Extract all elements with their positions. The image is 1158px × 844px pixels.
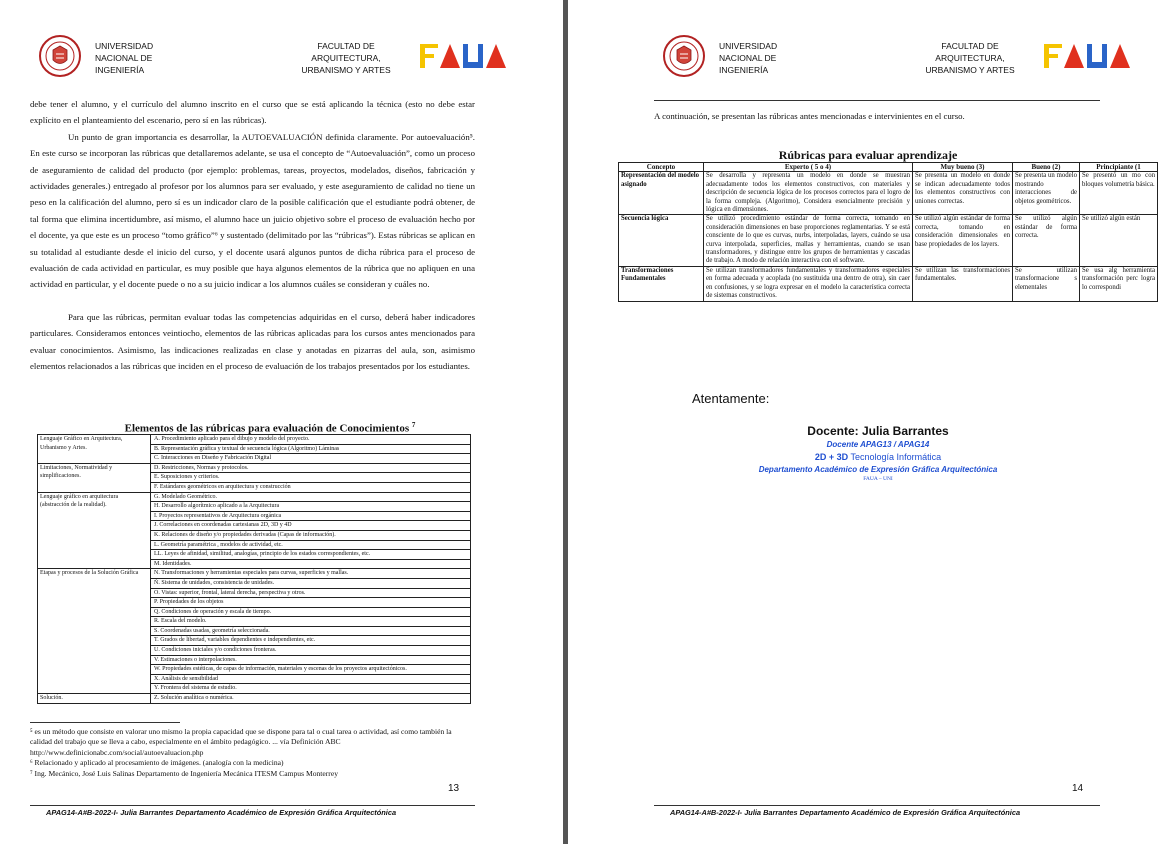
page-number: 13 xyxy=(448,783,460,794)
column-header: Bueno (2) xyxy=(1013,163,1080,172)
element-cell: N. Transformaciones y herramientas especiales para curvas, superficies y mallas. xyxy=(151,569,471,579)
element-cell: Ñ. Sistema de unidades, consistencia de unidades. xyxy=(151,578,471,588)
signature-org: FAUA – UNI xyxy=(863,476,893,482)
element-cell: Y. Frontera del sistema de estudio. xyxy=(151,684,471,694)
element-cell: G. Modelado Geométrico. xyxy=(151,492,471,502)
elements-table-title: Elementos de las rúbricas para evaluación de Conocimientos $^7$ xyxy=(124,421,416,435)
element-cell: W. Propiedades estéticas, de capas de información, materiales y escenas de los proyectos arquitectónicos. xyxy=(151,665,471,675)
element-cell: V. Estimaciones o interpolaciones. xyxy=(151,655,471,665)
element-cell: S. Coordenadas usadas, geometría seleccionada. xyxy=(151,626,471,636)
category-cell: Etapas y procesos de la Solución Gráfica xyxy=(38,569,151,694)
table-row xyxy=(38,463,471,473)
rubric-cell: Se utilizó algún estándar de forma correcta. xyxy=(1013,215,1080,266)
signature-department: Departamento Académico de Expresión Gráfica Arquitectónica xyxy=(758,465,998,474)
element-cell: H. Desarrollo algorítmico aplicado a la Arquitectura xyxy=(151,502,471,512)
table-row xyxy=(619,215,1158,266)
category-cell: Lenguaje Gráfico en Arquitectura, Urbanismo y Artes. xyxy=(38,435,151,464)
category-cell: Lenguaje gráfico en arquitectura (abstracción de la realidad). xyxy=(38,492,151,569)
signature-tech xyxy=(768,452,988,462)
university-name: UNIVERSIDAD NACIONAL DE INGENIERÍA xyxy=(719,41,778,75)
element-cell: M. Identidades. xyxy=(151,559,471,569)
body-text xyxy=(30,96,475,375)
element-cell: Z. Solución analítica o numérica. xyxy=(151,694,471,704)
footnote-separator xyxy=(30,722,180,723)
element-cell: A. Procedimiento aplicado para el dibujo y modelo del proyecto. xyxy=(151,435,471,445)
element-cell: O. Vistas: superior, frontal, lateral derecha, perspectiva y otros. xyxy=(151,588,471,598)
element-cell: T. Grados de libertad, variables dependientes e independientes, etc. xyxy=(151,636,471,646)
table-row xyxy=(619,266,1158,301)
university-seal-icon xyxy=(38,32,82,80)
university-seal-icon xyxy=(662,32,706,80)
elements-table xyxy=(37,434,471,704)
page-13 xyxy=(0,0,563,844)
paragraph-indicators: Para que las rúbricas, permitan evaluar todas las competencias adquiridas en el curso, deberá haber indicadores particulares. Consideramos entonces veintiocho, elementos de las rúbricas aplicadas para los cursos antes mencionados para evaluar conocimientos. Asimismo, las indicaciones realizadas en clase y anotadas en pizarras del aula, son, asimismo elementos relacionados a las rúbricas que inciden en el proceso de evaluación de los trabajos presentados por los estudiantes. xyxy=(30,311,475,372)
faua-logo-icon xyxy=(1044,44,1132,68)
closing-text: Atentamente: xyxy=(692,391,770,406)
concept-cell: Representación del modelo asignado xyxy=(619,172,704,215)
table-row xyxy=(619,172,1158,215)
element-cell: Q. Condiciones de operación y escala de tiempo. xyxy=(151,607,471,617)
table-row xyxy=(38,492,471,502)
footnotes xyxy=(30,727,475,779)
footnote-5: ⁵ es un método que consiste en valorar uno mismo la propia capacidad que se dispone para tal o cual tarea o actividad, así como también la calidad del trabajo que se lleva a cabo, especialmente en el ámbito pedagógico. ... vía Definición ABC http://www.definicionabc.com/social/autoevaluacion.php xyxy=(30,727,452,757)
table-row xyxy=(38,694,471,704)
header-rule xyxy=(654,100,1100,101)
rubric-cell: Se presenta un modelo en donde se indican adecuadamente todos los elementos constructivos con uniones correctas. xyxy=(913,172,1013,215)
element-cell: LL. Leyes de afinidad, similitud, analogías, principio de los estados correspondientes, etc. xyxy=(151,550,471,560)
element-cell: J. Correlaciones en coordenadas cartesianas 2D, 3D y 4D xyxy=(151,521,471,531)
intro-text: A continuación, se presentan las rúbricas antes mencionadas e intervinientes en el curso. xyxy=(654,111,965,121)
rubric-cell: Se utilizó procedimiento estándar de forma correcta, tomando en consideración dimensiones en base proporciones reglamentarias. Y se está consciente de lo que es curvas, nurbs, interpoladas, layers, cuándo se usa curva interpolada, superficies, mallas y herramientas, cuando se usan transformadores, y distingue entre los grupos de herramientas y cascadas de trabajo. A modo de relación interactiva con el software. xyxy=(704,215,913,266)
table-row xyxy=(38,435,471,445)
rubric-cell: Se presenta un modelo mostrando interacciones de objetos geométricos. xyxy=(1013,172,1080,215)
category-cell: Solución. xyxy=(38,694,151,704)
footnote-7: ⁷ Ing. Mecánico, José Luis Salinas Departamento de Ingeniería Mecánica ITESM Campus Monterrey xyxy=(30,768,338,778)
column-header: Concepto xyxy=(619,163,704,172)
element-cell: C. Interacciones en Diseño y Fabricación Digital xyxy=(151,454,471,464)
element-cell: K. Relaciones de diseño y/o propiedades derivadas (Capas de información). xyxy=(151,530,471,540)
category-cell: Limitaciones, Normatividad y simplificaciones. xyxy=(38,463,151,492)
footer-rule xyxy=(654,805,1100,806)
signature-name: Docente: Julia Barrantes xyxy=(807,424,949,438)
page-14 xyxy=(568,0,1155,844)
rubric-table xyxy=(618,162,1158,302)
element-cell: I. Proyectos representativos de Arquitectura orgánica xyxy=(151,511,471,521)
column-header: Principiante (1 xyxy=(1080,163,1158,172)
rubric-cell: Se utilizan transformacione s elementales xyxy=(1013,266,1080,301)
rubric-cell: Se utilizó algún estándar de forma correcta, tomando en consideración dimensionales en base propiedades de los layers. xyxy=(913,215,1013,266)
rubric-cell: Se presentó un mo con bloques volumetría básica. xyxy=(1080,172,1158,215)
footnote-6: ⁶ Relacionado y aplicado al procesamiento de imágenes. (analogía con la medicina) xyxy=(30,758,284,768)
element-cell: P. Propiedades de los objetos xyxy=(151,598,471,608)
paragraph-autoevaluation: Un punto de gran importancia es desarrollar, la AUTOEVALUACIÓN definida claramente. Por autoevaluación⁵. En este curso se incorporan las rúbricas que detallaremos adelante, se usa el concepto de “Autoevaluación”, como un proceso de aseguramiento de calidad del producto (por ejemplo: problemas, tareas, proyectos, modelados, diseños, fabricación y actividades generales.) entregado al profesor por los alumnos para ser evaluado, y este aseguramiento de calidad no tiene un peso en la calificación del alumno, pero sí es un indicador claro de la posible calificación que el estudiante podrá obtener, de tal forma que elimina incertidumbre, así mismo, el alumno hace un juicio objetivo sobre el proceso de evaluación hecho por el docente, ya que este es un proceso “tomo gráfico”⁶ y sustentado (delimitado por las “rúbricas”). Estas rúbricas se aplican en su totalidad al estudiante desde el inicio del curso, y el docente usará algunos puntos de dicha rúbrica para el proceso de evaluación de cada actividad en particular, es muy posible que haya algunos elementos de la rúbrica que no apliquen en una actividad en particular, y el docente puede o no a su juicio indicar a los alumnos cuáles se consideran y cuáles no. xyxy=(30,131,475,290)
element-cell: F. Estándares geométricos en arquitectura y construcción xyxy=(151,482,471,492)
signature-tech-rest: Tecnología Informática xyxy=(848,452,942,462)
element-cell: E. Suposiciones y criterios. xyxy=(151,473,471,483)
page-number: 14 xyxy=(1072,783,1084,794)
element-cell: B. Representación gráfica y textual de secuencia lógica (Algoritmo) Láminas xyxy=(151,444,471,454)
concept-cell: Secuencia lógica xyxy=(619,215,704,266)
page-footer: APAG14-A#B-2022-I- Julia Barrantes Departamento Académico de Expresión Gráfica Arquitectónica xyxy=(46,808,397,817)
column-header: Experto ( 5 o 4) xyxy=(704,163,913,172)
faculty-name: FACULTAD DE ARQUITECTURA, URBANISMO Y ARTES xyxy=(301,41,391,75)
signature-tech-bold: 2D + 3D xyxy=(814,452,849,462)
university-name: UNIVERSIDAD NACIONAL DE INGENIERÍA xyxy=(95,41,154,75)
table-row xyxy=(38,569,471,579)
column-header: Muy bueno (3) xyxy=(913,163,1013,172)
rubric-table-title: Rúbricas para evaluar aprendizaje xyxy=(778,148,958,162)
page-footer: APAG14-A#B-2022-I- Julia Barrantes Departamento Académico de Expresión Gráfica Arquitectónica xyxy=(670,808,1021,817)
element-cell: X. Análisis de sensibilidad xyxy=(151,674,471,684)
footer-rule xyxy=(30,805,475,806)
element-cell: R. Escala del modelo. xyxy=(151,617,471,627)
rubric-cell: Se utilizan las transformaciones fundamentales. xyxy=(913,266,1013,301)
element-cell: D. Restricciones, Normas y protocolos. xyxy=(151,463,471,473)
signature-course: Docente APAG13 / APAG14 xyxy=(826,440,930,449)
concept-cell: Transformaciones Fundamentales xyxy=(619,266,704,301)
rubric-cell: Se utilizan transformadores fundamentales y transformadores especiales en forma adecuada y acoplada (no sustituida una dentro de otra), sin caer en confusiones, y se logra expresar en el modelo la característica correcta de sistemas constructivos. xyxy=(704,266,913,301)
rubric-cell: Se utilizó algún están xyxy=(1080,215,1158,266)
element-cell: L. Geometría paramétrica , modelos de actividad, etc. xyxy=(151,540,471,550)
faculty-name: FACULTAD DE ARQUITECTURA, URBANISMO Y ARTES xyxy=(925,41,1015,75)
element-cell: U. Condiciones iniciales y/o condiciones fronteras. xyxy=(151,646,471,656)
rubric-cell: Se usa alg herramienta transformación perc logra lo correspondi xyxy=(1080,266,1158,301)
rubric-cell: Se desarrolla y representa un modelo en donde se muestran adecuadamente todos los elementos constructivos, con materiales y descripción de secuencia lógica de los procesos correctos para el logro de la forma compleja. (Algoritmo), Considera esencialmente precisión y lógica en dimensiones. xyxy=(704,172,913,215)
faua-logo-icon xyxy=(420,44,508,68)
paragraph-continuation: debe tener el alumno, y el currículo del alumno inscrito en el curso que se está aplicando la técnica (esto no debe estar explícito en el planteamiento del escenario, pero sí en las rúbricas). xyxy=(30,99,475,126)
